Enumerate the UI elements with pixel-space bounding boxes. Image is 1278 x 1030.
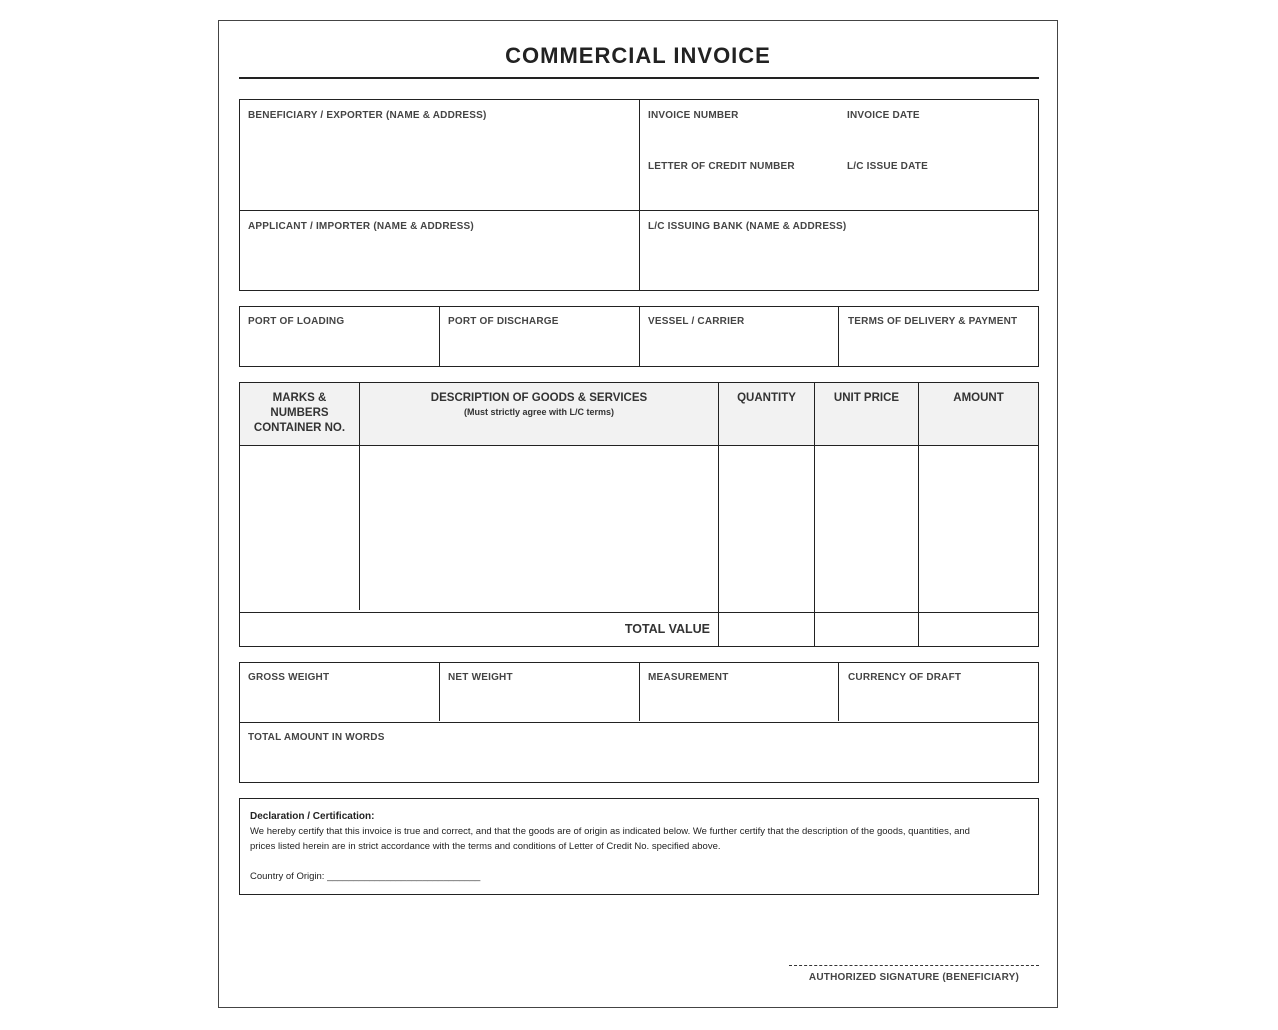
lc-number-field[interactable]: [640, 155, 839, 210]
applicant-label: APPLICANT / IMPORTER (NAME & ADDRESS): [248, 221, 474, 232]
issuing-bank-label: L/C ISSUING BANK (NAME & ADDRESS): [648, 221, 847, 232]
issuing-bank-field[interactable]: [640, 211, 1039, 291]
port-loading-label: PORT OF LOADING: [248, 316, 345, 327]
total-value-label: TOTAL VALUE: [624, 622, 710, 636]
amount-words-field[interactable]: [240, 723, 1038, 782]
measurement-field[interactable]: [640, 663, 838, 722]
declaration-text-line2: prices listed herein are in strict accordance with the terms and conditions of Letter of Credit No. specified above.: [250, 841, 721, 852]
gross-weight-field[interactable]: [240, 663, 439, 722]
amount-words-label: TOTAL AMOUNT IN WORDS: [248, 732, 385, 743]
total-amount-cell[interactable]: [919, 613, 1038, 646]
invoice-date-field[interactable]: [840, 100, 1039, 155]
beneficiary-field[interactable]: [240, 100, 639, 210]
signature-line[interactable]: [789, 965, 1039, 966]
goods-table: [239, 382, 1039, 647]
country-origin-field[interactable]: _____________________________: [327, 871, 481, 882]
col-header-quantity: QUANTITY: [737, 392, 796, 404]
vessel-field[interactable]: [640, 307, 838, 366]
invoice-page: [218, 20, 1058, 1008]
gross-weight-label: GROSS WEIGHT: [248, 672, 330, 683]
declaration-content: [250, 809, 1028, 884]
port-loading-field[interactable]: [240, 307, 439, 366]
port-discharge-field[interactable]: [440, 307, 639, 366]
net-weight-field[interactable]: [440, 663, 639, 722]
col-header-description: [360, 383, 718, 445]
marks-line1: MARKS &: [272, 392, 327, 404]
declaration-box: [239, 798, 1039, 895]
invoice-date-label: INVOICE DATE: [847, 110, 920, 121]
col-header-amount: AMOUNT: [953, 392, 1004, 404]
signature-label: AUTHORIZED SIGNATURE (BENEFICIARY): [808, 972, 1020, 983]
weights-section: [239, 662, 1039, 783]
currency-field[interactable]: [839, 663, 1039, 722]
col-header-unit-price: UNIT PRICE: [833, 392, 900, 404]
document-title: COMMERCIAL INVOICE: [505, 43, 771, 68]
marks-line2: NUMBERS: [270, 407, 329, 419]
lc-issue-date-field[interactable]: [840, 155, 1039, 210]
description-header-note: (Must strictly agree with L/C terms): [463, 407, 615, 417]
marks-line3: CONTAINER NO.: [253, 422, 346, 434]
vessel-label: VESSEL / CARRIER: [648, 316, 745, 327]
beneficiary-label: BENEFICIARY / EXPORTER (NAME & ADDRESS): [248, 110, 487, 121]
measurement-label: MEASUREMENT: [648, 672, 729, 683]
unit-price-cell[interactable]: [815, 446, 918, 612]
applicant-field[interactable]: [240, 211, 639, 291]
parties-section: [239, 99, 1039, 291]
net-weight-label: NET WEIGHT: [448, 672, 513, 683]
invoice-number-label: INVOICE NUMBER: [648, 110, 739, 121]
declaration-heading: Declaration / Certification:: [250, 811, 375, 822]
amount-cell[interactable]: [919, 446, 1038, 612]
invoice-number-field[interactable]: [640, 100, 839, 155]
lc-number-label: LETTER OF CREDIT NUMBER: [648, 161, 795, 172]
marks-cell[interactable]: [240, 446, 359, 612]
col-header-marks: [240, 383, 359, 445]
currency-label: CURRENCY OF DRAFT: [848, 672, 962, 683]
declaration-text-line1: We hereby certify that this invoice is true and correct, and that the goods are of origin as indicated below. We further certify that the description of the goods, quantities, and: [250, 826, 970, 837]
shipping-section: [239, 306, 1039, 367]
description-header-text: DESCRIPTION OF GOODS & SERVICES: [430, 392, 648, 404]
port-discharge-label: PORT OF DISCHARGE: [448, 316, 559, 327]
terms-field[interactable]: [839, 307, 1039, 366]
terms-label: TERMS OF DELIVERY & PAYMENT: [848, 316, 1018, 327]
lc-issue-date-label: L/C ISSUE DATE: [847, 161, 928, 172]
country-origin-row: [250, 869, 1028, 884]
total-quantity-cell[interactable]: [719, 613, 814, 646]
description-cell[interactable]: [360, 446, 718, 612]
country-origin-label: Country of Origin:: [250, 871, 325, 882]
quantity-cell[interactable]: [719, 446, 814, 612]
total-unit-price-cell[interactable]: [815, 613, 918, 646]
title-underline: [239, 77, 1039, 79]
